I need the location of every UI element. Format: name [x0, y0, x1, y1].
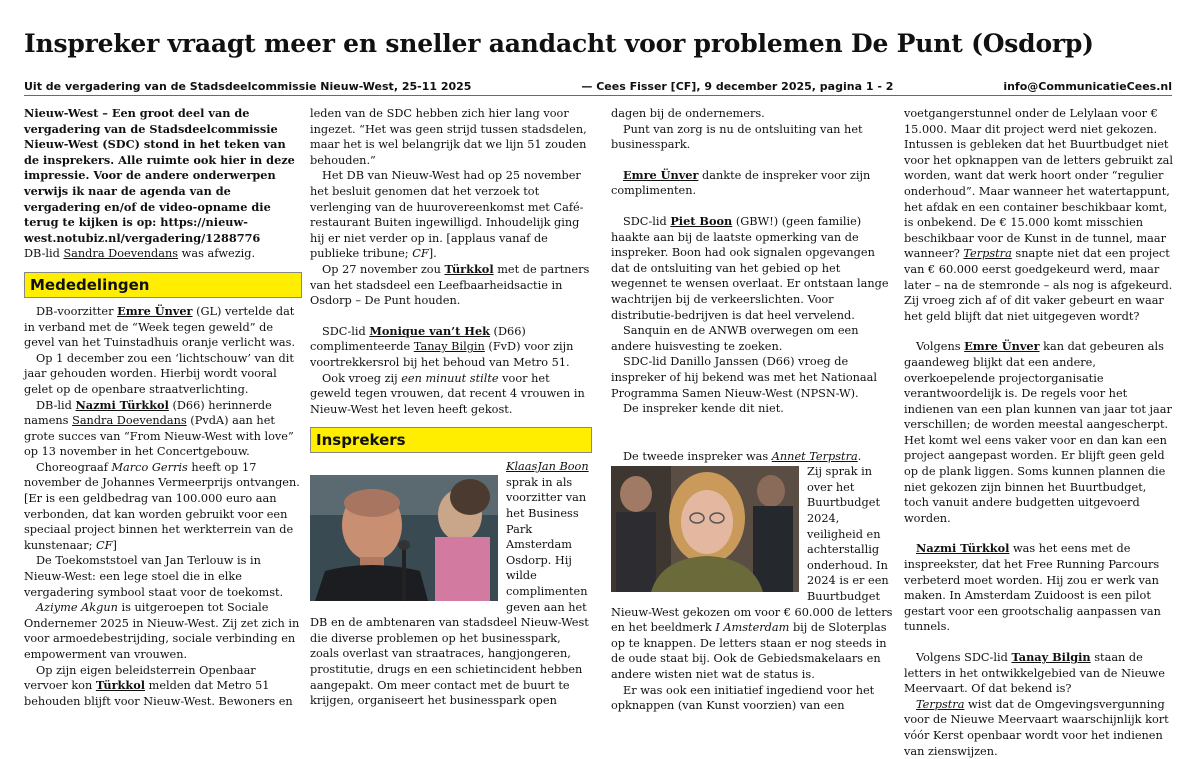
person-name: Tanay Bilgin — [1011, 650, 1091, 664]
paragraph: KlaasJan Boon sprak in als voorzitter van het Business Park Amsterdam Osdorp. Hij wilde complimenten geven aan het DB en de ambtenaren van stadsdeel Nieuw-West die diverse problemen op het businesspark, zoals overlast van straatraces, hangjongeren, prostitutie, drugs en een schietincident hebben aangepakt. Om meer contact met de buurt te krijgen, organiseert het businesspark open — [310, 460, 589, 708]
paragraph: SDC-lid Monique van’t Hek (D66) complimenteerde Tanay Bilgin (FvD) voor zijn voortrekkersrol bij het behoud van Metro 51. — [310, 323, 574, 369]
byline-email[interactable]: info@CommunicatieCees.nl — [1003, 79, 1172, 93]
paragraph: Terpstra wist dat de Omgevingsvergunning voor de Nieuwe Meervaart waarschijnlijk kort vóór Kerst openbaar wordt voor het indienen van zienswijzen. — [904, 697, 1169, 758]
person-name: Sandra Doevendans — [63, 247, 179, 261]
speaker-photo-boon — [310, 475, 498, 601]
paragraph: SDC-lid Danillo Janssen (D66) vroeg de inspreker of hij bekend was met het Nationaal Programma Samen Nieuw-West (NPSN-W). — [611, 355, 877, 400]
person-name: Türkkol — [444, 261, 494, 276]
paragraph: dagen bij de ondernemers. — [611, 107, 765, 120]
person-name: Türkkol — [95, 678, 146, 693]
photo-image — [310, 475, 498, 601]
section-heading-insprekers: Insprekers — [310, 427, 592, 453]
column-1 — [24, 106, 302, 726]
paragraph: De Toekomststoel van Jan Terlouw is in Nieuw-West: een lege stoel die in elke vergadering symbool staat voor de toekomst. — [24, 554, 284, 599]
paragraph: Sanquin en de ANWB overwegen om een andere huisvesting te zoeken. — [611, 324, 859, 353]
paragraph: Choreograaf Marco Gerris heeft op 17 november de Johannes Vermeerprijs ontvangen. [Er is een geldbedrag van 100.000 euro aan verbonden, dat kan worden gebruikt voor een speciaal project binnen het werkterrein van de kunstenaar; CF] — [24, 460, 300, 552]
paragraph: SDC-lid Piet Boon (GBW!) (geen familie) haakte aan bij de laatste opmerking van de inspreker. Boon had ook signalen opgevangen dat de ontsluiting van het gebied op het wegennet te wensen overlaat. Er ontstaan lange wachtrijen bij de verkeerslichten. Voor distributie-bedrijven is dat heel vervelend. — [611, 213, 889, 322]
paragraph: Zij sprak in over het Buurtbudget 2024, veiligheid en achterstallig onderhoud. In 2024 is er een Buurtbudget Nieuw-West gekozen om voor € 60.000 de letters en het beeldmerk I Amsterdam bij de Sloterplas op te knappen. De letters staan er nog steeds in de oude staat bij. Ook de Gebiedsmakelaars en andere wisten niet wat de status is. — [611, 465, 893, 681]
person-name: Monique van’t Hek — [369, 323, 490, 338]
person-name: Terpstra — [916, 697, 965, 711]
speaker-photo-terpstra — [611, 466, 799, 592]
paragraph: Er was ook een initiatief ingediend voor het opknappen (van Kunst voorzien) van een — [611, 683, 875, 713]
paragraph: Punt van zorg is nu de ontsluiting van het businesspark. — [611, 122, 863, 152]
person-name: Nazmi Türkkol — [916, 541, 1010, 556]
person-name: Sandra Doevendans — [72, 414, 187, 428]
byline-author-date: — Cees Fisser [CF], 9 december 2025, pagina 1 - 2 — [581, 79, 894, 93]
person-name: Emre Ünver — [623, 167, 699, 182]
paragraph: Nazmi Türkkol was het eens met de inspreekster, dat het Free Running Parcours verbeterd moet worden. Hij zou er werk van maken. In Amsterdam Zuidoost is een pilot gestart voor een grootschalig aanpassen van tunnels. — [904, 541, 1161, 634]
paragraph: Op 27 november zou Türkkol met de partners van het stadsdeel een Leefbaarheidsactie in Osdorp – De Punt houden. — [310, 261, 590, 308]
person-name: Annet Terpstra — [771, 449, 858, 463]
person-name: Terpstra — [963, 247, 1012, 261]
paragraph: DB-voorzitter Emre Ünver (GL) vertelde dat in verband met de “Week tegen geweld” de gevel van het Tuinstadhuis oranje verlicht was. — [24, 303, 296, 350]
person-name: KlaasJan Boon — [506, 460, 589, 474]
paragraph: Aziyme Akgun is uitgeroepen tot Sociale Ondernemer 2025 in Nieuw-West. Zij zet zich in voor armoedebestrijding, sociale verbinding en empowerment van vrouwen. — [24, 601, 300, 661]
paragraph: DB-lid Sandra Doevendans was afwezig. — [24, 247, 256, 261]
paragraph: voetgangerstunnel onder de Lelylaan voor € 15.000. Maar dit project werd niet gekozen. Intussen is gebleken dat het Buurtbudget niet voor het opknappen van de letters gebruikt zal worden, want dat werk hoort onder “regulier onderhoud”. Maar wanneer het watertappunt, het afdak en een container beschikbaar komt, is onbekend. De € 15.000 komt misschien beschikbaar voor de Kunst in de tunnel, maar wanneer? Terpstra snapte niet dat een project van € 60.000 eerst goedgekeurd werd, maar later – na de stemronde – als nog is afgekeurd. Zij vroeg zich af of dit vaker gebeurt en waar het geld blijft dat niet uitgegeven wordt? — [904, 107, 1174, 323]
paragraph: leden van de SDC hebben zich hier lang voor ingezet. “Het was geen strijd tussen stadsdelen, maar het is wel belangrijk dat we lijn 51 zouden behouden.” — [310, 107, 587, 167]
byline — [24, 78, 1172, 94]
intro-paragraph: Nieuw-West – Een groot deel van de vergadering van de Stadsdeelcommissie Nieuw-West (SDC) stond in het teken van de insprekers. Alle ruimte ook hier in deze impressie. Voor de andere onderwerpen verwijs ik naar de agenda van de vergadering en/of de video-opname die terug te kijken is op: https://nieuw-west.notubiz.nl/vergadering/1288776 — [24, 106, 295, 245]
column-3 — [611, 106, 893, 726]
header-divider — [24, 95, 1172, 96]
column-4 — [904, 106, 1174, 758]
paragraph: Volgens SDC-lid Tanay Bilgin staan de letters in het ontwikkelgebied van de Nieuwe Meervaart. Of dat bekend is? — [904, 650, 1165, 696]
paragraph: De tweede inspreker was Annet Terpstra. — [623, 449, 862, 463]
paragraph: DB-lid Nazmi Türkkol (D66) herinnerde namens Sandra Doevendans (PvdA) aan het grote succes van “From Nieuw-West with love” op 13 november in het Concertgebouw. — [24, 397, 294, 459]
person-name: Piet Boon — [670, 213, 733, 228]
paragraph: De inspreker kende dit niet. — [623, 402, 784, 416]
photo-image — [611, 466, 799, 592]
paragraph: Ook vroeg zij een minuut stilte voor het geweld tegen vrouwen, dat recent 4 vrouwen in Nieuw-West het leven heeft gekost. — [310, 371, 585, 416]
person-name: Emre Ünver — [964, 339, 1040, 354]
person-name: Emre Ünver — [117, 303, 193, 318]
paragraph: Op zijn eigen beleidsterrein Openbaar vervoer kon Türkkol melden dat Metro 51 behouden blijft voor Nieuw-West. Bewoners en — [24, 663, 293, 708]
person-name: Marco Gerris — [111, 460, 188, 474]
paragraph: Volgens Emre Ünver kan dat gebeuren als gaandeweg blijkt dat een andere, overkoepelende projectorganisatie verantwoordelijk is. De regels voor het indienen van een plan kunnen van jaar tot jaar verschillen; de worden meestal aangescherpt. Het komt wel eens vaker voor en dan kan een project aangepast worden. Er blijft geen geld op de plank liggen. Soms kunnen plannen die niet gekozen zijn binnen het Buurtbudget, toch vanuit andere budgetten uitgevoerd worden. — [904, 339, 1172, 525]
person-name: Aziyme Akgun — [36, 601, 118, 615]
section-heading-mededelingen: Mededelingen — [24, 272, 302, 298]
paragraph: Op 1 december zou een ‘lichtschouw’ van dit jaar gehouden worden. Hierbij wordt vooral gelet op de openbare straatverlichting. — [24, 351, 294, 396]
paragraph: Emre Ünver dankte de inspreker voor zijn complimenten. — [611, 167, 871, 198]
article-title: Inspreker vraagt meer en sneller aandacht voor problemen De Punt (Osdorp) — [24, 29, 1094, 58]
paragraph: Het DB van Nieuw-West had op 25 november het besluit genomen dat het verzoek tot verlenging van de huurovereenkomst met Café-restaurant Buiten ingewilligd. Inhoudelijk ging hij er niet verder op in. [applaus vanaf de publieke tribune; CF]. — [310, 169, 584, 261]
byline-meeting: Uit de vergadering van de Stadsdeelcommissie Nieuw-West, 25-11 2025 — [24, 79, 472, 93]
person-name: Tanay Bilgin — [413, 340, 485, 354]
column-2 — [310, 106, 592, 726]
person-name: Nazmi Türkkol — [75, 397, 169, 412]
